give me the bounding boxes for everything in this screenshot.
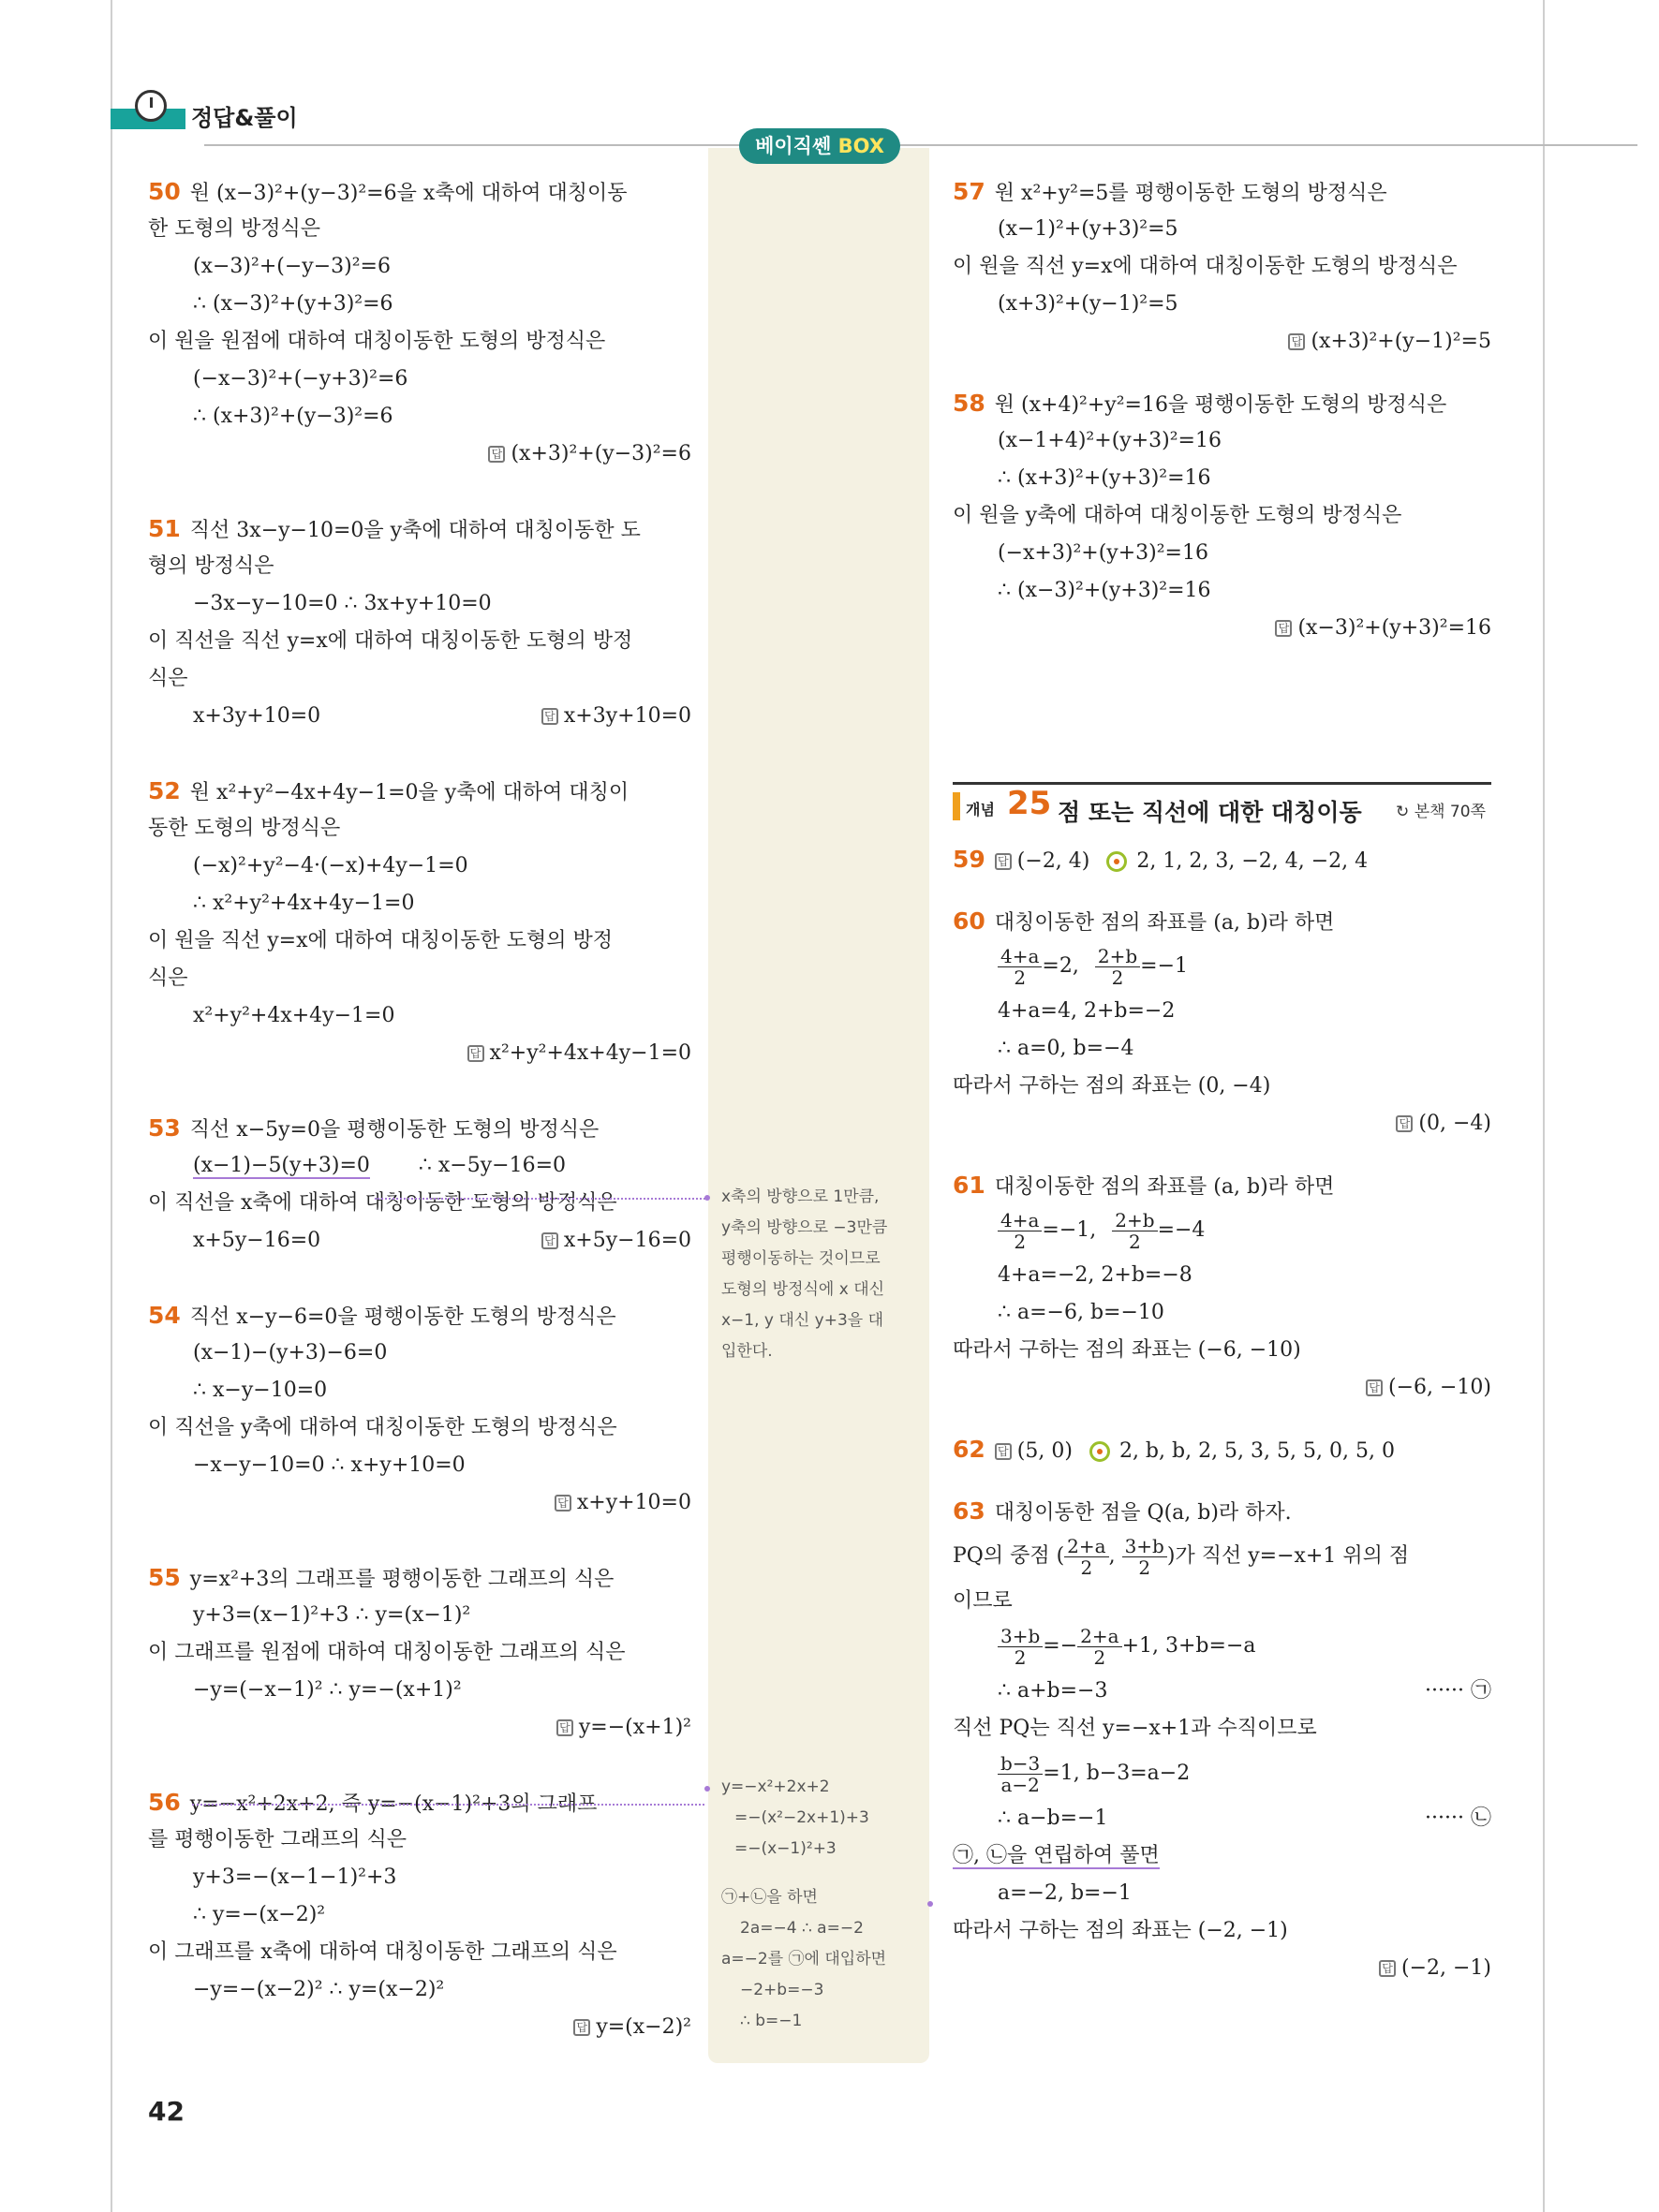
fraction-line xyxy=(953,1204,1491,1257)
page-number: 42 xyxy=(148,2096,185,2127)
note-line: x−1, y 대신 y+3을 대 xyxy=(721,1311,884,1330)
problem-55 xyxy=(148,1559,691,1747)
answer-icon: 답 xyxy=(995,853,1012,870)
text: PQ의 중점 ( xyxy=(953,1544,1065,1568)
line: ∴ x−y−10=0 xyxy=(193,1379,328,1402)
line: x+3y+10=0 xyxy=(193,704,321,728)
answer-icon: 답 xyxy=(555,1495,571,1512)
equals: =−1 xyxy=(1140,954,1189,978)
note-dot xyxy=(704,1195,710,1201)
answer-line xyxy=(148,1222,691,1260)
denominator: 2 xyxy=(1093,1645,1106,1669)
problem-58 xyxy=(953,385,1491,647)
note-line: −2+b=−3 xyxy=(740,1981,824,1999)
note-guide-53 xyxy=(375,1198,708,1200)
line: (x−1)²+(y+3)²=5 xyxy=(998,217,1178,241)
check-values: 2, 1, 2, 3, −2, 4, −2, 4 xyxy=(1136,849,1369,873)
problem-53 xyxy=(148,1110,691,1260)
text: +1, 3+b=−a xyxy=(1121,1634,1256,1658)
line: 4+a=4, 2+b=−2 xyxy=(998,999,1176,1023)
header-title: 정답&풀이 xyxy=(191,105,298,131)
note-guide-56 xyxy=(192,1804,704,1806)
line: a=−2, b=−1 xyxy=(998,1881,1132,1905)
denominator: a−2 xyxy=(1000,1773,1040,1796)
answer-line xyxy=(148,435,691,473)
line: 직선 PQ는 직선 y=−x+1과 수직이므로 xyxy=(953,1717,1317,1740)
line: (−x+3)²+(y+3)²=16 xyxy=(998,541,1208,565)
section-reference xyxy=(1396,798,1486,821)
line: 식은 xyxy=(148,667,188,690)
note-line: ㉠+㉡을 하면 xyxy=(721,1888,818,1907)
problem-number: 53 xyxy=(148,1114,181,1142)
note-line: 2a=−4 ∴ a=−2 xyxy=(740,1919,864,1938)
problem-59 xyxy=(953,841,1491,878)
answer-icon: 답 xyxy=(556,1719,573,1736)
answer: (−2, 4) xyxy=(1016,849,1090,873)
line: 형의 방정식은 xyxy=(148,554,274,578)
line: (−x−3)²+(−y+3)²=6 xyxy=(193,367,408,391)
answer-icon: 답 xyxy=(1379,1960,1396,1977)
equation-line xyxy=(953,1620,1491,1673)
problem-number: 60 xyxy=(953,907,985,935)
numerator: 2+b xyxy=(1112,1210,1157,1231)
note-53 xyxy=(721,1182,927,1367)
line: (x−3)²+(−y−3)²=6 xyxy=(193,255,391,278)
problem-number: 54 xyxy=(148,1302,181,1329)
line xyxy=(953,1673,1491,1710)
line: ∴ a=−6, b=−10 xyxy=(998,1301,1164,1324)
problem-number: 57 xyxy=(953,178,985,205)
line: (x−1)−(y+3)−6=0 xyxy=(193,1341,388,1364)
target-icon xyxy=(1106,851,1127,872)
line: ∴ y=−(x−2)² xyxy=(193,1903,326,1926)
note-dot xyxy=(704,1786,710,1792)
line: 이 직선을 x축에 대하여 대칭이동한 도형의 방정식은 xyxy=(148,1191,617,1215)
fraction xyxy=(1122,1536,1167,1578)
problem-54 xyxy=(148,1297,691,1522)
result: ∴ a−b=−1 xyxy=(998,1806,1108,1830)
line: 대칭이동한 점의 좌표를 (a, b)라 하면 xyxy=(994,1175,1335,1199)
right-column xyxy=(953,173,1491,1987)
answer: (−6, −10) xyxy=(1387,1376,1491,1399)
line: x²+y²+4x+4y−1=0 xyxy=(193,1004,395,1027)
line: ∴ (x+3)²+(y+3)²=16 xyxy=(998,466,1211,490)
answer-line xyxy=(953,1950,1491,1987)
line: 따라서 구하는 점의 좌표는 (0, −4) xyxy=(953,1074,1271,1098)
line: −y=−(x−2)² ∴ y=(x−2)² xyxy=(193,1978,445,2001)
problem-56 xyxy=(148,1784,691,2046)
line: 대칭이동한 점의 좌표를 (a, b)라 하면 xyxy=(994,911,1335,935)
line: 원 x²+y²−4x+4y−1=0을 y축에 대하여 대칭이 xyxy=(189,781,630,804)
answer-line xyxy=(953,1105,1491,1143)
line: 동한 도형의 방정식은 xyxy=(148,817,341,840)
line: 직선 x−5y=0을 평행이동한 도형의 방정식은 xyxy=(189,1118,600,1142)
denominator: 2 xyxy=(1111,966,1124,989)
section-number: 25 xyxy=(1007,785,1052,822)
answer: (x−3)²+(y+3)²=16 xyxy=(1297,616,1491,640)
line: ∴ (x−3)²+(y+3)²=16 xyxy=(998,579,1211,602)
equation-mark: ······ ㉡ xyxy=(1425,1806,1491,1830)
line xyxy=(953,1837,1491,1875)
equals: =−1, xyxy=(1042,1218,1097,1242)
equals: =2, xyxy=(1042,954,1079,978)
answer-line xyxy=(148,1709,691,1747)
answer-icon: 답 xyxy=(573,2019,590,2036)
problem-number: 62 xyxy=(953,1436,985,1463)
line: 이 그래프를 x축에 대하여 대칭이동한 그래프의 식은 xyxy=(148,1940,617,1964)
target-icon xyxy=(1089,1441,1110,1462)
line: 이 그래프를 원점에 대하여 대칭이동한 그래프의 식은 xyxy=(148,1641,626,1664)
answer: y=−(x+1)² xyxy=(578,1716,691,1739)
answer-icon: 답 xyxy=(1275,620,1292,637)
answer-line xyxy=(953,610,1491,647)
numerator: 3+b xyxy=(1122,1536,1167,1557)
solve-text: ㉠, ㉡을 연립하여 풀면 xyxy=(953,1844,1160,1867)
midpoint-line xyxy=(953,1530,1491,1583)
line: y+3=(x−1)²+3 ∴ y=(x−1)² xyxy=(193,1603,471,1627)
fraction xyxy=(1112,1210,1157,1252)
note-line: =−(x−1)²+3 xyxy=(734,1839,837,1858)
line: 이 직선을 y축에 대하여 대칭이동한 도형의 방정식은 xyxy=(148,1416,617,1439)
refresh-icon: ↻ xyxy=(1396,803,1415,821)
answer-icon: 답 xyxy=(541,708,558,725)
line: −x−y−10=0 ∴ x+y+10=0 xyxy=(193,1453,466,1477)
note-line: ∴ b=−1 xyxy=(740,2012,803,2030)
line: y=−x²+2x+2, 즉 y=−(x−1)²+3의 그래프 xyxy=(189,1792,598,1816)
fraction xyxy=(998,946,1042,988)
box-label-text: 베이직쎈 xyxy=(755,135,832,157)
denominator: 2 xyxy=(1014,1645,1027,1669)
problem-number: 56 xyxy=(148,1789,181,1816)
line xyxy=(953,1800,1491,1837)
problem-number: 55 xyxy=(148,1564,181,1591)
line: 이 원을 직선 y=x에 대하여 대칭이동한 도형의 방정 xyxy=(148,929,614,952)
problem-57 xyxy=(953,173,1491,361)
text: , xyxy=(1108,1544,1116,1568)
line: −y=(−x−1)² ∴ y=−(x+1)² xyxy=(193,1678,462,1702)
left-column xyxy=(148,173,691,2046)
numerator: 2+b xyxy=(1095,946,1140,967)
note-line: a=−2를 ㉠에 대입하면 xyxy=(721,1950,887,1969)
problem-number: 52 xyxy=(148,777,181,804)
line: 식은 xyxy=(148,966,188,990)
line: 원 x²+y²=5를 평행이동한 도형의 방정식은 xyxy=(994,182,1387,205)
fraction xyxy=(1077,1626,1121,1668)
note-56 xyxy=(721,1772,927,1865)
line: 이 직선을 직선 y=x에 대하여 대칭이동한 도형의 방정 xyxy=(148,629,633,653)
line: 대칭이동한 점을 Q(a, b)라 하자. xyxy=(994,1501,1292,1525)
line: y=x²+3의 그래프를 평행이동한 그래프의 식은 xyxy=(189,1568,615,1591)
fraction-line xyxy=(953,940,1491,993)
line: 원 (x−3)²+(y−3)²=6을 x축에 대하여 대칭이동 xyxy=(189,182,628,205)
clock-icon xyxy=(135,90,167,122)
numerator: 2+a xyxy=(1077,1626,1121,1647)
note-line: y=−x²+2x+2 xyxy=(721,1777,830,1796)
line: ∴ (x+3)²+(y−3)²=6 xyxy=(193,405,393,428)
text: )가 직선 y=−x+1 위의 점 xyxy=(1166,1544,1410,1568)
note-line: 평행이동하는 것이므로 xyxy=(721,1249,881,1268)
problem-62 xyxy=(953,1431,1491,1468)
line: y+3=−(x−1−1)²+3 xyxy=(193,1865,397,1889)
note-63 xyxy=(721,1882,927,2037)
problem-52 xyxy=(148,773,691,1072)
line: (x−1)−5(y+3)=0 xyxy=(193,1154,370,1177)
text: =1, b−3=a−2 xyxy=(1043,1762,1191,1785)
line: ∴ (x−3)²+(y+3)²=6 xyxy=(193,292,393,316)
problem-number: 50 xyxy=(148,178,181,205)
problem-61 xyxy=(953,1167,1491,1407)
equation-line xyxy=(953,1747,1491,1800)
answer-line xyxy=(953,1369,1491,1407)
line: 원 (x+4)²+y²=16을 평행이동한 도형의 방정식은 xyxy=(994,393,1447,417)
check-values: 2, b, b, 2, 5, 3, 5, 5, 0, 5, 0 xyxy=(1118,1439,1395,1463)
numerator: 3+b xyxy=(998,1626,1043,1647)
answer: x+5y−16=0 xyxy=(563,1229,691,1252)
line: 직선 3x−y−10=0을 y축에 대하여 대칭이동한 도 xyxy=(189,519,641,542)
answer: y=(x−2)² xyxy=(596,2015,691,2039)
denominator: 2 xyxy=(1014,1230,1027,1253)
answer-icon: 답 xyxy=(995,1443,1012,1460)
line: ∴ x−5y−16=0 xyxy=(418,1154,567,1177)
answer-line xyxy=(953,323,1491,361)
answer: x²+y²+4x+4y−1=0 xyxy=(489,1041,691,1065)
answer-icon: 답 xyxy=(488,446,505,463)
answer-icon: 답 xyxy=(1396,1115,1413,1132)
problem-number: 63 xyxy=(953,1497,985,1525)
answer-line xyxy=(148,2009,691,2046)
equals: =−4 xyxy=(1157,1218,1206,1242)
problem-51 xyxy=(148,510,691,735)
numerator: 2+a xyxy=(1064,1536,1108,1557)
answer: (0, −4) xyxy=(1418,1112,1491,1135)
denominator: 2 xyxy=(1138,1556,1151,1579)
note-line: 도형의 방정식에 x 대신 xyxy=(721,1280,885,1299)
problem-60 xyxy=(953,903,1491,1143)
answer-line xyxy=(148,1484,691,1522)
answer-line xyxy=(148,1035,691,1072)
fraction xyxy=(998,1753,1043,1795)
line: x+5y−16=0 xyxy=(193,1229,321,1252)
line: ∴ x²+y²+4x+4y−1=0 xyxy=(193,892,415,915)
box-label-bold: BOX xyxy=(837,135,884,157)
line: (x−1+4)²+(y+3)²=16 xyxy=(998,429,1222,452)
section-title: 점 또는 직선에 대한 대칭이동 xyxy=(1058,799,1362,826)
fraction xyxy=(1095,946,1140,988)
denominator: 2 xyxy=(1080,1556,1093,1579)
line: 한 도형의 방정식은 xyxy=(148,217,321,241)
problem-50 xyxy=(148,173,691,473)
basic-box-label xyxy=(739,128,900,164)
answer: (x+3)²+(y−3)²=6 xyxy=(511,442,691,465)
text: =− xyxy=(1043,1634,1078,1658)
line: 4+a=−2, 2+b=−8 xyxy=(998,1263,1192,1287)
note-line: 입한다. xyxy=(721,1342,773,1361)
answer-icon: 답 xyxy=(467,1045,484,1062)
section-label: 개념 xyxy=(966,801,995,818)
line: 따라서 구하는 점의 좌표는 (−2, −1) xyxy=(953,1919,1288,1942)
line: 를 평행이동한 그래프의 식은 xyxy=(148,1828,407,1851)
fraction xyxy=(1064,1536,1108,1578)
note-dot xyxy=(927,1901,933,1907)
fraction xyxy=(998,1210,1042,1252)
result: ∴ a+b=−3 xyxy=(998,1679,1108,1703)
answer-icon: 답 xyxy=(1366,1379,1383,1396)
answer-icon: 답 xyxy=(541,1232,558,1249)
answer: x+y+10=0 xyxy=(576,1491,691,1514)
problem-number: 51 xyxy=(148,515,181,542)
line: (−x)²+y²−4·(−x)+4y−1=0 xyxy=(193,854,468,877)
problem-63 xyxy=(953,1493,1491,1987)
numerator: 4+a xyxy=(998,946,1042,967)
line: 이므로 xyxy=(953,1589,1013,1613)
answer-line xyxy=(148,698,691,735)
line: 이 원을 y축에 대하여 대칭이동한 도형의 방정식은 xyxy=(953,504,1402,527)
line: −3x−y−10=0 ∴ 3x+y+10=0 xyxy=(193,592,492,615)
numerator: b−3 xyxy=(998,1753,1043,1775)
line: (x+3)²+(y−1)²=5 xyxy=(998,292,1178,316)
note-line: x축의 방향으로 1만큼, xyxy=(721,1187,880,1206)
fraction xyxy=(998,1626,1043,1668)
section-ref-text: 본책 70쪽 xyxy=(1414,803,1486,821)
concept-section-header xyxy=(953,782,1491,830)
line: 따라서 구하는 점의 좌표는 (−6, −10) xyxy=(953,1338,1301,1362)
line: 이 원을 직선 y=x에 대하여 대칭이동한 도형의 방정식은 xyxy=(953,255,1458,278)
note-line: y축의 방향으로 −3만큼 xyxy=(721,1218,888,1237)
denominator: 2 xyxy=(1129,1230,1141,1253)
answer: x+3y+10=0 xyxy=(563,704,691,728)
problem-number: 59 xyxy=(953,846,985,873)
line: 이 원을 원점에 대하여 대칭이동한 도형의 방정식은 xyxy=(148,330,606,353)
note-line: =−(x²−2x+1)+3 xyxy=(734,1808,869,1827)
line: 직선 x−y−6=0을 평행이동한 도형의 방정식은 xyxy=(189,1305,616,1329)
answer-icon: 답 xyxy=(1288,333,1305,350)
section-accent xyxy=(953,792,960,820)
line: ∴ a=0, b=−4 xyxy=(998,1037,1134,1060)
problem-number: 61 xyxy=(953,1172,985,1199)
denominator: 2 xyxy=(1014,966,1027,989)
header-divider xyxy=(204,144,1637,146)
answer: (−2, −1) xyxy=(1400,1956,1491,1980)
answer: (5, 0) xyxy=(1016,1439,1073,1463)
answer: (x+3)²+(y−1)²=5 xyxy=(1311,330,1491,353)
problem-number: 58 xyxy=(953,390,985,417)
equation-mark: ······ ㉠ xyxy=(1425,1679,1491,1703)
numerator: 4+a xyxy=(998,1210,1042,1231)
